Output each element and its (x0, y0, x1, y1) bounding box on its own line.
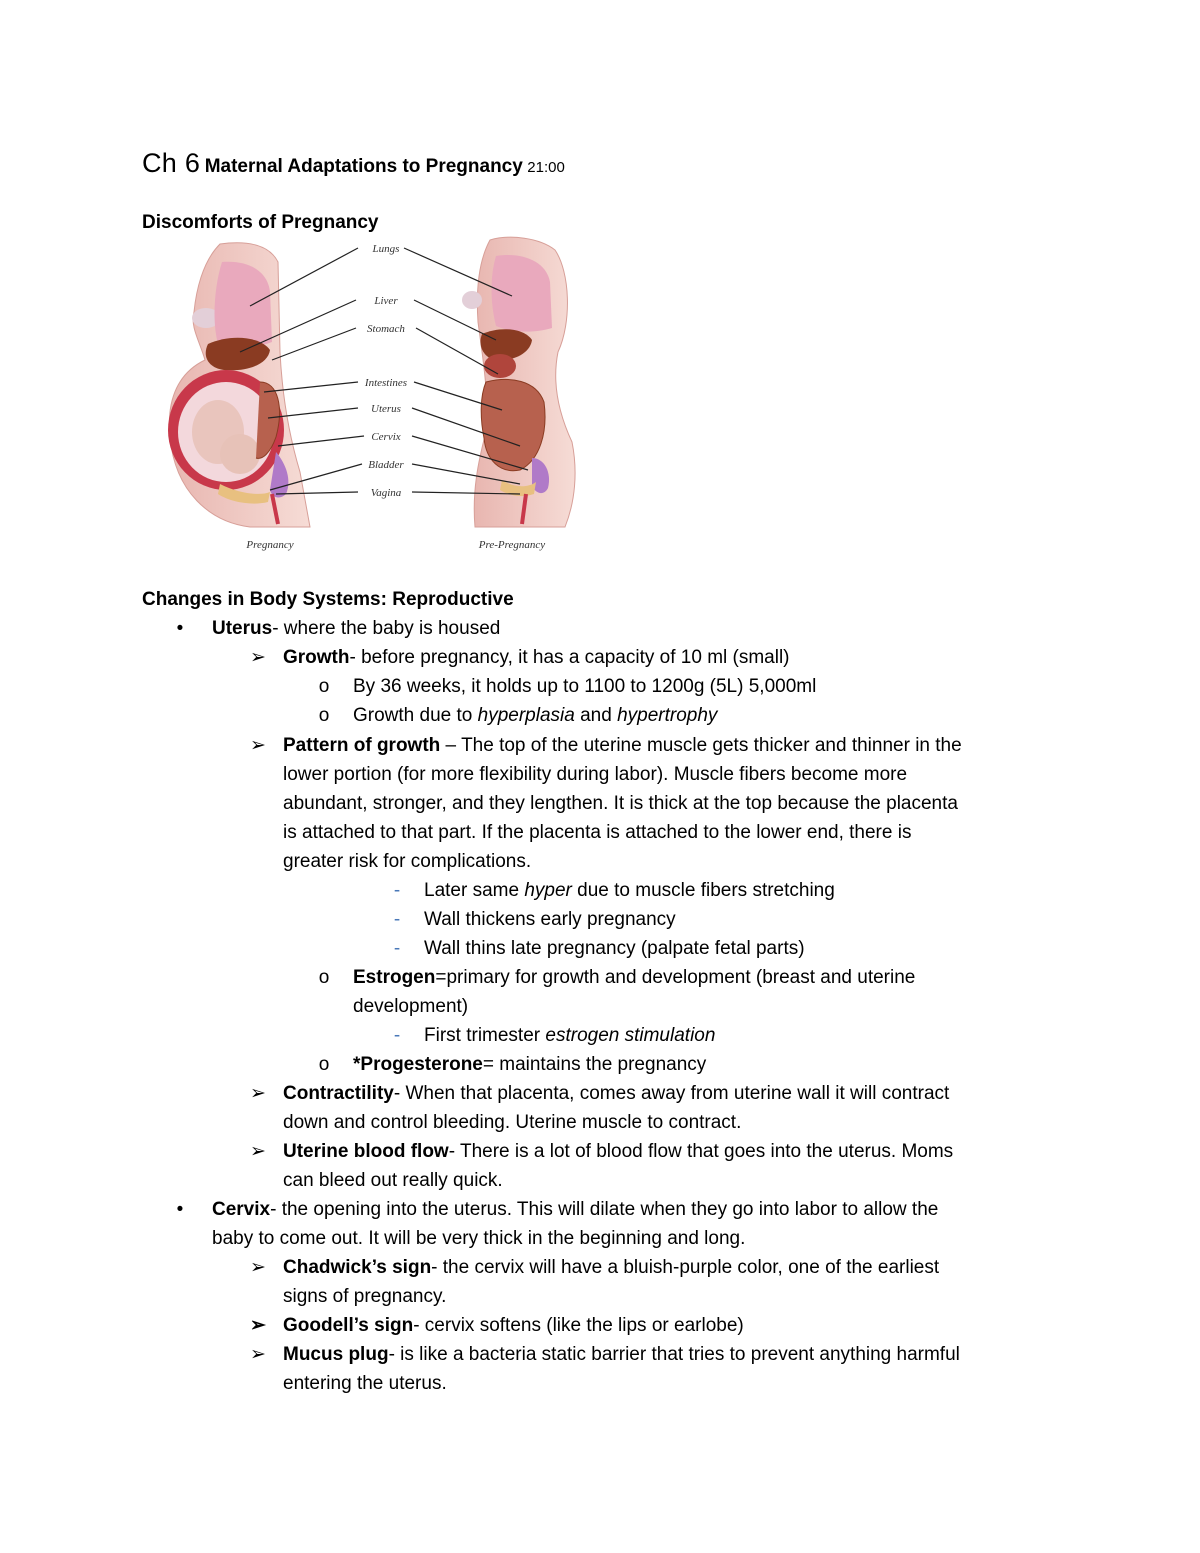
circle-marker: o (318, 967, 330, 988)
arrow-marker: ➢ (250, 1257, 266, 1278)
list-item-pattern-line5: greater risk for complications. (283, 851, 532, 872)
section-heading-reproductive: Changes in Body Systems: Reproductive (142, 589, 514, 610)
list-item-estrogen-line1: Estrogen=primary for growth and development (breast and uterine (353, 967, 916, 988)
chapter-label: Ch 6 (142, 148, 201, 178)
figure-label-vagina: Vagina (370, 487, 402, 499)
list-item-cervix-line1: Cervix- the opening into the uterus. This will dilate when they go into labor to allow the (212, 1199, 939, 1220)
term-growth: Growth (283, 647, 350, 668)
list-item-growth: Growth- before pregnancy, it has a capacity of 10 ml (small) (283, 647, 790, 668)
list-item-bloodflow-line1: Uterine blood flow- There is a lot of blood flow that goes into the uterus. Moms (283, 1141, 954, 1162)
list-item-pattern-line4: is attached to that part. If the placenta is attached to the lower end, there is (283, 822, 912, 843)
term-estrogen: Estrogen (353, 967, 436, 988)
figure-label-uterus: Uterus (371, 403, 401, 415)
list-item-growth-capacity: By 36 weeks, it holds up to 1100 to 1200g (5L) 5,000ml (353, 676, 817, 697)
list-item-pattern-line2: lower portion (for more flexibility during labor). Muscle fibers become more (283, 764, 908, 785)
list-item-chadwick-line2: signs of pregnancy. (283, 1286, 447, 1307)
arrow-marker: ➢ (250, 735, 266, 756)
circle-marker: o (318, 705, 330, 726)
term-goodells-sign: Goodell’s sign (283, 1315, 414, 1336)
dash-marker: - (393, 909, 401, 930)
bullet-marker: • (176, 618, 184, 639)
term-chadwicks-sign: Chadwick’s sign (283, 1257, 432, 1278)
list-item-pattern-line3: abundant, stronger, and they lengthen. It is thick at the top because the placenta (283, 793, 958, 814)
arrow-marker: ➢ (250, 1083, 266, 1104)
list-item-cervix-line2: baby to come out. It will be very thick in the beginning and long. (212, 1228, 746, 1249)
figure-label-stomach: Stomach (367, 323, 405, 335)
list-item-mucus-line1: Mucus plug- is like a bacteria static barrier that tries to prevent anything harmful (283, 1344, 960, 1365)
term-uterine-blood-flow: Uterine blood flow (283, 1141, 449, 1162)
list-item-hyper: Later same hyper due to muscle fibers stretching (424, 880, 835, 901)
term-contractility: Contractility (283, 1083, 394, 1104)
list-item-progesterone: *Progesterone= maintains the pregnancy (353, 1054, 707, 1075)
figure-label-liver: Liver (374, 295, 398, 307)
dash-marker: - (393, 938, 401, 959)
figure-caption-pre-pregnancy: Pre-Pregnancy (478, 539, 546, 551)
chapter-title: Maternal Adaptations to Pregnancy (204, 156, 523, 177)
list-item-contractility-line1: Contractility- When that placenta, comes away from uterine wall it will contract (283, 1083, 950, 1104)
figure-label-cervix: Cervix (371, 431, 401, 443)
anatomy-illustration (160, 232, 585, 562)
figure-label-bladder: Bladder (368, 459, 404, 471)
arrow-marker: ➢ (250, 1141, 266, 1162)
list-item-chadwick-line1: Chadwick’s sign- the cervix will have a bluish-purple color, one of the earliest (283, 1257, 940, 1278)
page-title (142, 148, 565, 179)
arrow-marker: ➢ (250, 1315, 266, 1336)
list-item-estrogen-line2: development) (353, 996, 469, 1017)
term-mucus-plug: Mucus plug (283, 1344, 389, 1365)
list-item-contractility-line2: down and control bleeding. Uterine muscle to contract. (283, 1112, 742, 1133)
list-item-mucus-line2: entering the uterus. (283, 1373, 447, 1394)
bullet-marker: • (176, 1199, 184, 1220)
list-item-growth-cause: Growth due to hyperplasia and hypertrophy (353, 705, 718, 726)
circle-marker: o (318, 676, 330, 697)
dash-marker: - (393, 880, 401, 901)
arrow-marker: ➢ (250, 647, 266, 668)
list-item-uterus: Uterus- where the baby is housed (212, 618, 501, 639)
section-heading-discomforts: Discomforts of Pregnancy (142, 212, 379, 233)
figure-caption-pregnancy: Pregnancy (246, 539, 294, 551)
list-item-goodell: Goodell’s sign- cervix softens (like the lips or earlobe) (283, 1315, 744, 1336)
list-item-wall-thickens: Wall thickens early pregnancy (424, 909, 676, 930)
figure-label-intestines: Intestines (364, 377, 408, 389)
list-item-wall-thins: Wall thins late pregnancy (palpate fetal parts) (424, 938, 805, 959)
list-item-pattern-line1: Pattern of growth – The top of the uterine muscle gets thicker and thinner in the (283, 735, 962, 756)
dash-marker: - (393, 1025, 401, 1046)
timestamp: 21:00 (527, 159, 565, 176)
arrow-marker: ➢ (250, 1344, 266, 1365)
term-uterus: Uterus (212, 618, 273, 639)
term-pattern-of-growth: Pattern of growth (283, 735, 441, 756)
list-item-bloodflow-line2: can bleed out really quick. (283, 1170, 503, 1191)
figure-label-lungs: Lungs (372, 243, 400, 255)
circle-marker: o (318, 1054, 330, 1075)
list-item-first-trimester: First trimester estrogen stimulation (424, 1025, 716, 1046)
term-progesterone: *Progesterone (353, 1054, 483, 1075)
term-cervix: Cervix (212, 1199, 271, 1220)
